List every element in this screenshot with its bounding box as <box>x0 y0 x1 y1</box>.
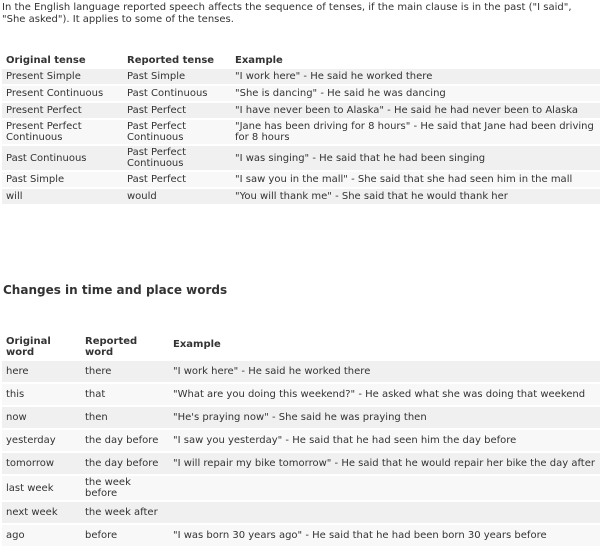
table-row <box>2 120 600 144</box>
table-row <box>2 189 600 204</box>
table-row <box>2 69 600 84</box>
intro-text: In the English language reported speech affects the sequence of tenses, if the main clause is in the past ("I said", "She asked"). It applies to some of the tenses. <box>2 2 572 25</box>
section-heading: Changes in time and place words <box>3 283 228 297</box>
header-reported-tense: Reported tense <box>123 52 231 67</box>
reported-word-cell: that <box>81 384 169 405</box>
reported-tense-cell: would <box>123 189 231 204</box>
reported-word-cell: the day before <box>81 453 169 474</box>
table-row <box>2 146 600 170</box>
time-place-words-table <box>2 329 600 548</box>
header-original-word: Original word <box>2 331 81 359</box>
example-cell <box>169 476 600 500</box>
original-word-cell: now <box>2 407 81 428</box>
table-row <box>2 476 600 500</box>
table-row <box>2 430 600 451</box>
original-tense-cell: Present Perfect <box>2 103 123 118</box>
table-row <box>2 502 600 523</box>
example-cell: "I work here" - He said he worked there <box>231 69 600 84</box>
original-word-cell: last week <box>2 476 81 500</box>
original-tense-cell: will <box>2 189 123 204</box>
original-tense-cell: Present Continuous <box>2 86 123 101</box>
example-cell: "She is dancing" - He said he was dancing <box>231 86 600 101</box>
original-tense-cell: Past Simple <box>2 172 123 187</box>
reported-word-cell: before <box>81 525 169 546</box>
reported-tense-cell: Past Simple <box>123 69 231 84</box>
example-cell: "I work here" - He said he worked there <box>169 361 600 382</box>
reported-word-cell: then <box>81 407 169 428</box>
original-word-cell: tomorrow <box>2 453 81 474</box>
reported-tense-cell: Past Perfect <box>123 103 231 118</box>
reported-word-cell: the week after <box>81 502 169 523</box>
example-cell: "I have never been to Alaska" - He said he had never been to Alaska <box>231 103 600 118</box>
reported-word-cell: the day before <box>81 430 169 451</box>
words-header-row <box>2 331 600 359</box>
example-cell: "He's praying now" - She said he was praying then <box>169 407 600 428</box>
table-row <box>2 384 600 405</box>
table-row <box>2 453 600 474</box>
original-word-cell: yesterday <box>2 430 81 451</box>
reported-tense-cell: Past Perfect Continuous <box>123 120 231 144</box>
reported-tense-cell: Past Perfect Continuous <box>123 146 231 170</box>
original-tense-cell: Present Simple <box>2 69 123 84</box>
original-word-cell: this <box>2 384 81 405</box>
original-word-cell: ago <box>2 525 81 546</box>
example-cell: "What are you doing this weekend?" - He asked what she was doing that weekend <box>169 384 600 405</box>
original-tense-cell: Past Continuous <box>2 146 123 170</box>
reported-word-cell: there <box>81 361 169 382</box>
header-original-tense: Original tense <box>2 52 123 67</box>
reported-tense-cell: Past Continuous <box>123 86 231 101</box>
table-row <box>2 525 600 546</box>
example-cell: "I saw you yesterday" - He said that he had seen him the day before <box>169 430 600 451</box>
example-cell: "I was singing" - He said that he had been singing <box>231 146 600 170</box>
example-cell <box>169 502 600 523</box>
table-row <box>2 361 600 382</box>
reported-word-cell: the week before <box>81 476 169 500</box>
example-cell: "Jane has been driving for 8 hours" - He said that Jane had been driving for 8 hours <box>231 120 600 144</box>
example-cell: "I was born 30 years ago" - He said that he had been born 30 years before <box>169 525 600 546</box>
original-tense-cell: Present Perfect Continuous <box>2 120 123 144</box>
header-example: Example <box>169 331 600 359</box>
table-row <box>2 103 600 118</box>
tenses-header-row <box>2 52 600 67</box>
header-example: Example <box>231 52 600 67</box>
example-cell: "I will repair my bike tomorrow" - He said that he would repair her bike the day after <box>169 453 600 474</box>
header-reported-word: Reported word <box>81 331 169 359</box>
original-word-cell: here <box>2 361 81 382</box>
example-cell: "You will thank me" - She said that he would thank her <box>231 189 600 204</box>
example-cell: "I saw you in the mall" - She said that she had seen him in the mall <box>231 172 600 187</box>
reported-tense-cell: Past Perfect <box>123 172 231 187</box>
table-row <box>2 172 600 187</box>
table-row <box>2 86 600 101</box>
table-row <box>2 407 600 428</box>
tenses-table <box>2 50 600 206</box>
original-word-cell: next week <box>2 502 81 523</box>
